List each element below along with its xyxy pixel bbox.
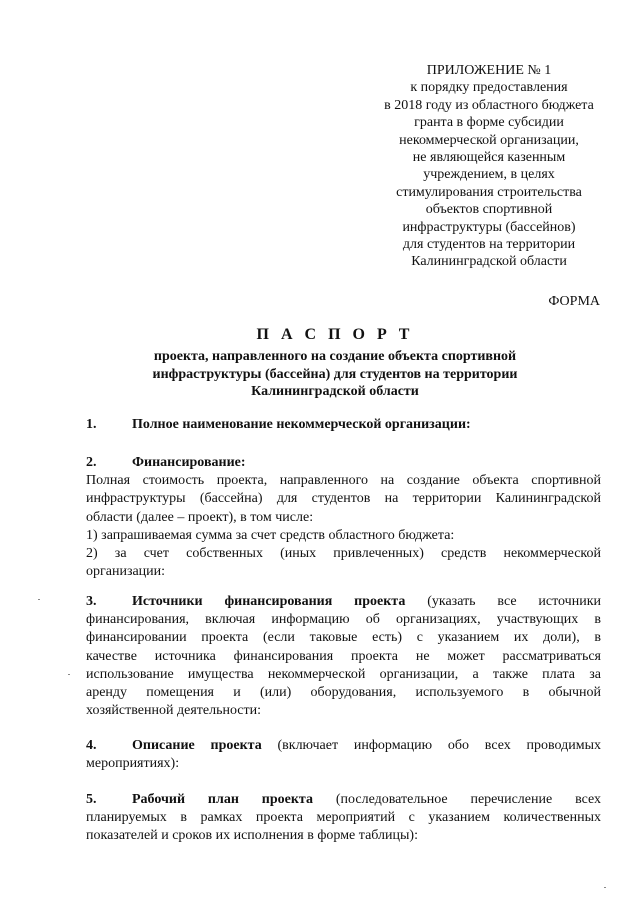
section-text-line: мероприятиях): — [86, 756, 180, 772]
appendix-line: инфраструктуры (бассейнов) — [402, 219, 576, 235]
section-text: (указать все источники — [427, 594, 601, 609]
section-number: 4. — [86, 738, 97, 753]
appendix-line: стимулирования строительства — [396, 184, 582, 200]
appendix-header — [358, 62, 620, 271]
section-text-line: финансирования, включая информацию об организациях, участвующих в — [86, 612, 601, 628]
appendix-line: гранта в форме субсидии — [414, 115, 564, 131]
section-text-line: качестве источника финансирования проекта не может рассматриваться — [86, 648, 601, 664]
scan-speck — [68, 674, 70, 675]
appendix-line: для студентов на территории — [402, 237, 576, 253]
section-text-line: планируемых в рамках проекта мероприятий с указанием количественных — [86, 810, 601, 826]
section-number: 5. — [86, 792, 97, 807]
appendix-line: не являющейся казенным — [412, 150, 566, 166]
passport-title — [70, 325, 600, 401]
section-text-line: инфраструктуры (бассейна) для студентов на территории Калининградской — [86, 491, 601, 507]
section-3 — [86, 593, 601, 720]
scan-speck — [604, 887, 606, 888]
section-text-line: использование имущества некоммерческой организации, а также плата за — [86, 666, 601, 682]
section-text-line: аренду помещения и (или) оборудования, используемого в обычной — [86, 685, 601, 701]
appendix-line: Калининградской области — [411, 254, 567, 270]
section-text-line: показателей и сроков их исполнения в форме таблицы): — [86, 828, 418, 844]
section-number: 1. — [86, 417, 97, 432]
section-5 — [86, 791, 601, 846]
scan-speck — [38, 599, 40, 600]
title-main: П А С П О Р Т — [256, 326, 414, 343]
section-1 — [86, 416, 601, 434]
appendix-line: ПРИЛОЖЕНИЕ № 1 — [426, 63, 552, 78]
section-2 — [86, 454, 601, 581]
appendix-line: к порядку предоставления — [410, 80, 568, 96]
appendix-line: объектов спортивной — [425, 202, 553, 218]
appendix-line: в 2018 году из областного бюджета — [384, 97, 594, 113]
section-number: 2. — [86, 455, 97, 470]
subtitle-line: инфраструктуры (бассейна) для студентов на территории — [152, 366, 518, 382]
section-text-line: хозяйственной деятельности: — [86, 703, 262, 719]
appendix-line: учреждением, в целях — [423, 167, 555, 183]
section-text: (последовательное перечисление всех — [335, 792, 602, 807]
section-text-line: финансировании проекта (если таковые есть) с указанием их доли), в — [86, 630, 601, 646]
section-number: 3. — [86, 594, 97, 609]
subtitle-line: Калининградской области — [251, 384, 419, 399]
subtitle-line: проекта, направленного на создание объекта спортивной — [153, 349, 517, 364]
section-heading: Описание проекта — [132, 738, 262, 753]
section-heading: Полное наименование некоммерческой организации: — [132, 417, 471, 432]
section-heading: Рабочий план проекта — [132, 792, 313, 807]
section-text: (включает информацию обо всех проводимых — [277, 738, 602, 753]
section-text-line: 1) запрашиваемая сумма за счет средств областного бюджета: — [86, 527, 455, 543]
section-text-line: 2) за счет собственных (иных привлеченных) средств некоммерческой — [86, 546, 601, 562]
title-subtitle — [70, 348, 600, 401]
section-heading: Источники финансирования проекта — [132, 594, 406, 609]
form-label: ФОРМА — [548, 294, 600, 309]
section-heading: Финансирование: — [132, 455, 246, 470]
section-text-line: Полная стоимость проекта, направленного на создание объекта спортивной — [86, 473, 601, 489]
section-4 — [86, 737, 601, 773]
appendix-line: некоммерческой организации, — [399, 132, 579, 148]
section-text-line: области (далее – проект), в том числе: — [86, 509, 314, 525]
section-text-line: организации: — [86, 564, 166, 580]
